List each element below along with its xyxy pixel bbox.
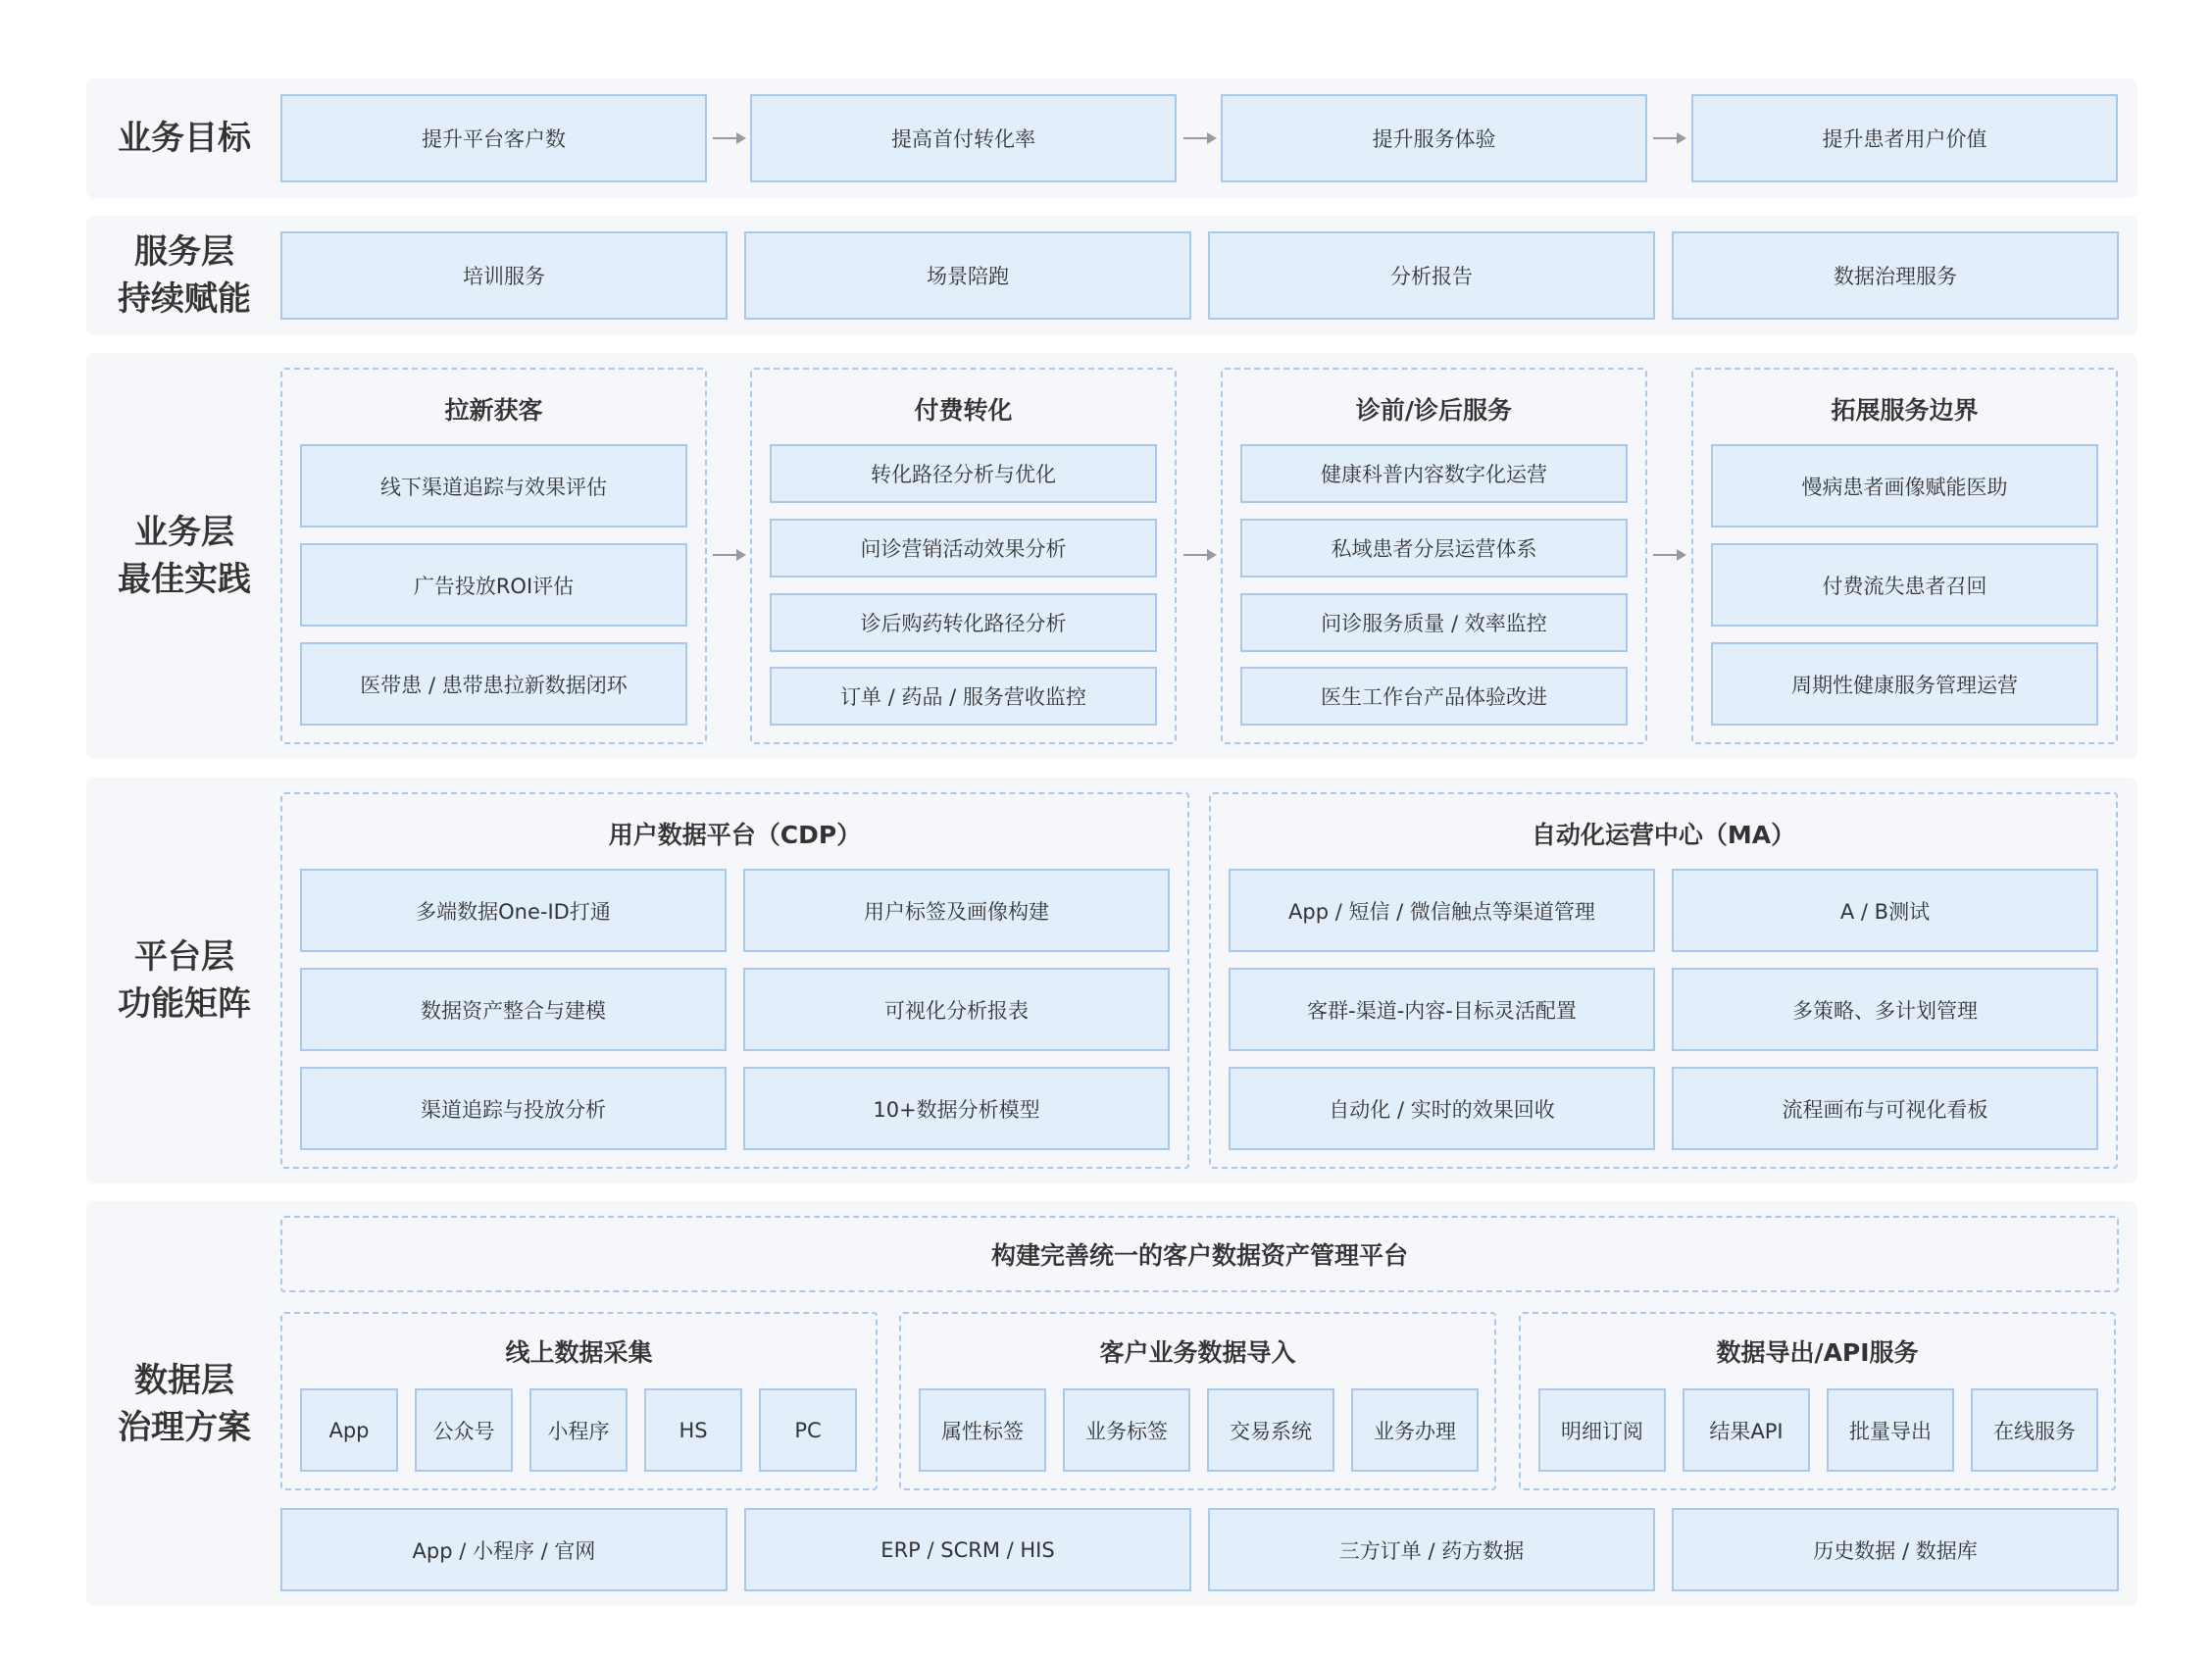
business-group-acquisition	[280, 368, 707, 744]
platform-item[interactable]: 可视化分析报表	[743, 968, 1170, 1051]
practice-item[interactable]: 健康科普内容数字化运营	[1240, 444, 1628, 503]
data-source-item[interactable]: 三方订单 / 药方数据	[1208, 1508, 1655, 1591]
platform-item[interactable]: 客群-渠道-内容-目标灵活配置	[1229, 968, 1655, 1051]
practice-item[interactable]: 私域患者分层运营体系	[1240, 519, 1628, 578]
data-item[interactable]: PC	[759, 1388, 857, 1472]
platform-layer-label	[86, 778, 282, 1183]
data-group-export-api	[1519, 1312, 2116, 1490]
platform-group-cdp	[280, 792, 1189, 1169]
data-source-item[interactable]: App / 小程序 / 官网	[280, 1508, 728, 1591]
layer-label-line: 治理方案	[118, 1407, 251, 1447]
layer-label-line: 服务层	[134, 232, 234, 272]
platform-item[interactable]: 用户标签及画像构建	[743, 869, 1170, 952]
right-arrow-icon	[1653, 548, 1686, 562]
data-layer-label	[86, 1201, 282, 1606]
practice-item[interactable]: 广告投放ROI评估	[300, 543, 687, 627]
data-item[interactable]: 结果API	[1683, 1388, 1810, 1472]
data-item[interactable]: 明细订阅	[1538, 1388, 1666, 1472]
practice-item[interactable]: 付费流失患者召回	[1711, 543, 2098, 627]
layer-label-line: 数据层	[134, 1360, 234, 1400]
practice-item[interactable]: 周期性健康服务管理运营	[1711, 642, 2098, 726]
right-arrow-icon	[713, 131, 746, 145]
group-title: 拉新获客	[444, 396, 543, 425]
platform-item[interactable]: 数据资产整合与建模	[300, 968, 727, 1051]
data-source-item[interactable]: ERP / SCRM / HIS	[744, 1508, 1191, 1591]
layer-label-line: 平台层	[134, 937, 234, 977]
data-item[interactable]: 业务标签	[1063, 1388, 1190, 1472]
data-item[interactable]: 小程序	[529, 1388, 628, 1472]
goal-item[interactable]: 提升患者用户价值	[1691, 94, 2118, 182]
business-layer-label	[86, 353, 282, 759]
layer-label-line: 业务层	[134, 513, 234, 552]
data-item[interactable]: 属性标签	[919, 1388, 1046, 1472]
platform-item[interactable]: 流程画布与可视化看板	[1672, 1067, 2098, 1150]
service-item[interactable]: 培训服务	[280, 231, 728, 320]
platform-item[interactable]: 渠道追踪与投放分析	[300, 1067, 727, 1150]
goal-item[interactable]: 提升服务体验	[1221, 94, 1647, 182]
business-group-consultation	[1221, 368, 1647, 744]
data-platform-banner: 构建完善统一的客户数据资产管理平台	[280, 1216, 2119, 1292]
data-source-item[interactable]: 历史数据 / 数据库	[1672, 1508, 2119, 1591]
data-group-online-collection	[280, 1312, 878, 1490]
service-layer-label	[86, 216, 282, 335]
layer-label-line: 持续赋能	[118, 279, 251, 319]
group-title: 线上数据采集	[505, 1338, 653, 1367]
data-item[interactable]: 交易系统	[1207, 1388, 1334, 1472]
data-item[interactable]: HS	[644, 1388, 742, 1472]
right-arrow-icon	[1183, 131, 1217, 145]
practice-item[interactable]: 订单 / 药品 / 服务营收监控	[770, 667, 1157, 726]
goal-item[interactable]: 提高首付转化率	[750, 94, 1177, 182]
right-arrow-icon	[1183, 548, 1217, 562]
practice-item[interactable]: 问诊营销活动效果分析	[770, 519, 1157, 578]
data-item[interactable]: 在线服务	[1971, 1388, 2098, 1472]
platform-item[interactable]: 多端数据One-ID打通	[300, 869, 727, 952]
goals-layer-label	[86, 78, 282, 198]
group-title: 自动化运营中心（MA）	[1531, 821, 1796, 849]
group-title: 数据导出/API服务	[1716, 1338, 1919, 1367]
business-group-expansion	[1691, 368, 2118, 744]
practice-item[interactable]: 问诊服务质量 / 效率监控	[1240, 593, 1628, 652]
right-arrow-icon	[713, 548, 746, 562]
service-item[interactable]: 分析报告	[1208, 231, 1655, 320]
practice-item[interactable]: 医带患 / 患带患拉新数据闭环	[300, 642, 687, 726]
group-title: 诊前/诊后服务	[1355, 396, 1513, 425]
group-title: 客户业务数据导入	[1099, 1338, 1296, 1367]
data-item[interactable]: App	[300, 1388, 398, 1472]
group-title: 用户数据平台（CDP）	[608, 821, 862, 849]
group-title: 付费转化	[914, 396, 1013, 425]
practice-item[interactable]: 线下渠道追踪与效果评估	[300, 444, 687, 528]
practice-item[interactable]: 转化路径分析与优化	[770, 444, 1157, 503]
platform-group-ma	[1209, 792, 2118, 1169]
group-title: 拓展服务边界	[1831, 396, 1979, 425]
right-arrow-icon	[1653, 131, 1686, 145]
data-item[interactable]: 公众号	[415, 1388, 513, 1472]
platform-item[interactable]: 多策略、多计划管理	[1672, 968, 2098, 1051]
service-item[interactable]: 场景陪跑	[744, 231, 1191, 320]
practice-item[interactable]: 慢病患者画像赋能医助	[1711, 444, 2098, 528]
platform-item[interactable]: App / 短信 / 微信触点等渠道管理	[1229, 869, 1655, 952]
data-group-business-import	[899, 1312, 1496, 1490]
business-group-conversion	[750, 368, 1177, 744]
layer-label-line: 最佳实践	[118, 560, 251, 599]
data-item[interactable]: 批量导出	[1827, 1388, 1954, 1472]
layer-label-line: 功能矩阵	[118, 984, 251, 1024]
practice-item[interactable]: 医生工作台产品体验改进	[1240, 667, 1628, 726]
layer-label-line: 业务目标	[118, 119, 251, 158]
platform-item[interactable]: 10+数据分析模型	[743, 1067, 1170, 1150]
practice-item[interactable]: 诊后购药转化路径分析	[770, 593, 1157, 652]
platform-item[interactable]: 自动化 / 实时的效果回收	[1229, 1067, 1655, 1150]
platform-item[interactable]: A / B测试	[1672, 869, 2098, 952]
data-item[interactable]: 业务办理	[1351, 1388, 1479, 1472]
service-item[interactable]: 数据治理服务	[1672, 231, 2119, 320]
goal-item[interactable]: 提升平台客户数	[280, 94, 707, 182]
